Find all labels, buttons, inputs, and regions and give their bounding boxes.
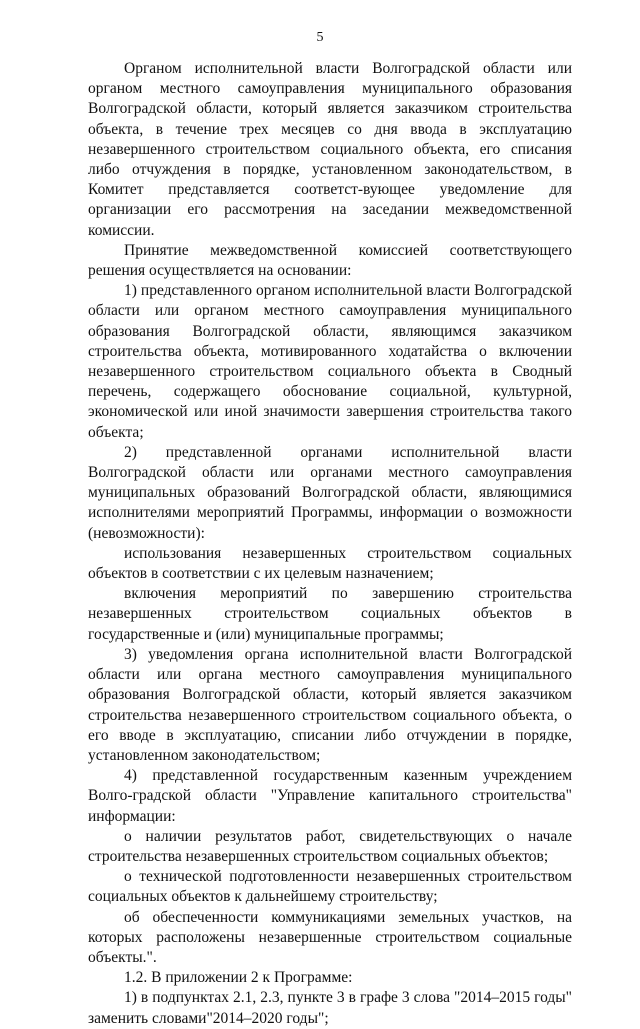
paragraph: Органом исполнительной власти Волгоградской области или органом местного самоуправления муниципального образования Волгоградской области, который является заказчиком строительства объекта, в течение трех месяцев со дня ввода в эксплуатацию незавершенного строительством социального объекта, его списания либо отчуждения в порядке, установленном законодательством, в Комитет представляется соответст-вующее уведомление для организации его рассмотрения на заседании межведомственной комиссии.: [88, 60, 572, 239]
paragraph: Принятие межведомственной комиссией соответствующего решения осуществляется на основании:: [88, 241, 572, 280]
list-item: 4) представленной государственным казенным учреждением Волго-градской области "Управление капитального строительства" информации:: [88, 767, 572, 825]
list-item: об обеспеченности коммуникациями земельных участков, на которых расположены незавершенные строительством социальные объекты.".: [88, 908, 572, 966]
list-item: 1) в подпунктах 2.1, 2.3, пункте 3 в графе 3 слова "2014–2015 годы" заменить словами"2014–2020 годы";: [88, 989, 572, 1027]
list-item: о наличии результатов работ, свидетельствующих о начале строительства незавершенных строительством социальных объектов;: [88, 827, 572, 865]
page-number: 5: [316, 30, 324, 45]
list-item: включения мероприятий по завершению строительства незавершенных строительством социальных объектов в государственные и (или) муниципальные программы;: [88, 585, 572, 643]
list-item: 2) представленной органами исполнительной власти Волгоградской области или органами местного самоуправления муниципальных образований Волгоградской области, являющимися исполнителями мероприятий Программы, информации о возможности (невозможности):: [88, 443, 572, 542]
list-item: 3) уведомления органа исполнительной власти Волгоградской области или органа местного самоуправления муниципального образования Волгоградской области, который является заказчиком строительства незавершенного строительством социального объекта, о его вводе в эксплуатацию, списании либо отчуждении в порядке, установленном законодательством;: [88, 645, 572, 764]
document-body: [88, 59, 572, 1029]
list-item: использования незавершенных строительством социальных объектов в соответствии с их целевым назначением;: [88, 544, 572, 583]
paragraph: 1.2. В приложении 2 к Программе:: [124, 969, 353, 987]
list-item: 1) представленного органом исполнительной власти Волгоградской области или органом местного самоуправления муниципального образования Волгоградской области, являющимся заказчиком строительства объекта, мотивированного ходатайства о включении незавершенного строительством социального объекта в Сводный перечень, содержащего обоснование социальной, культурной, экономической или иной значимости завершения строительства такого объекта;: [88, 282, 572, 441]
list-item: о технической подготовленности незавершенных строительством социальных объектов к дальнейшему строительству;: [88, 868, 572, 906]
